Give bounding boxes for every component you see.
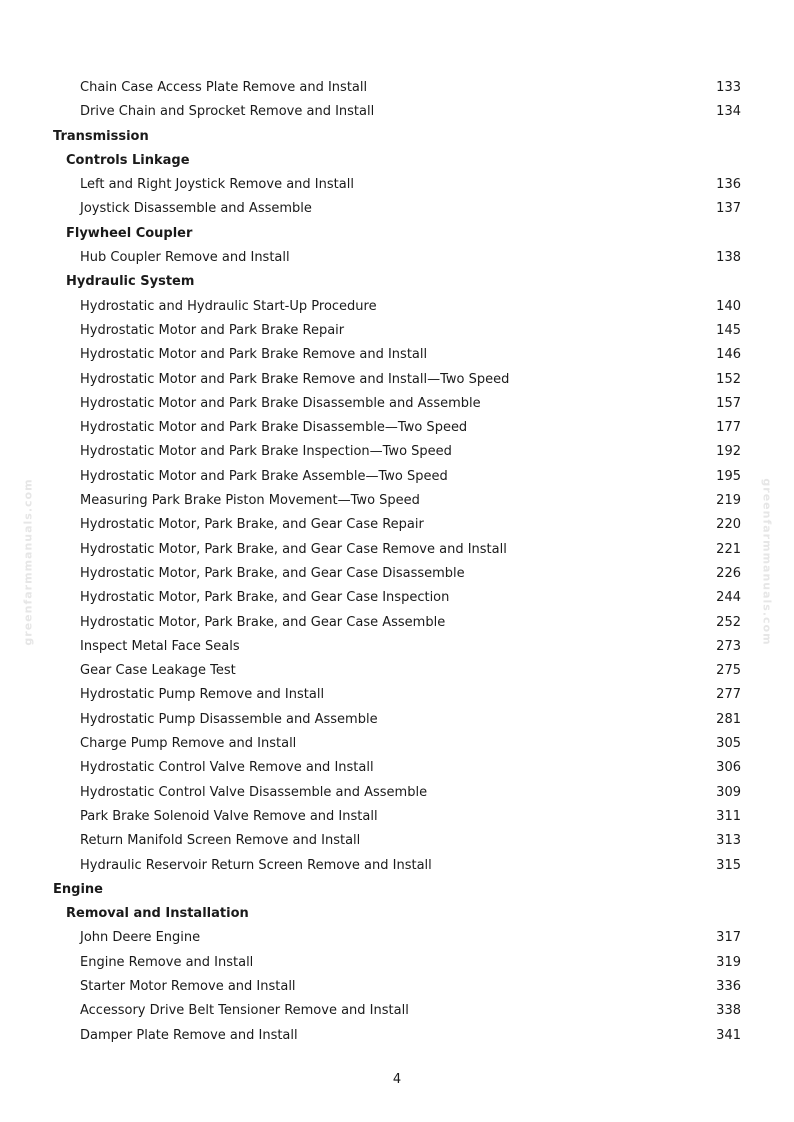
toc-entry[interactable] <box>0 1024 794 1048</box>
toc-entry-page: 311 <box>716 808 741 824</box>
toc-subsection-heading <box>0 222 794 246</box>
toc-entry-page: 146 <box>716 347 741 363</box>
page-number: 4 <box>392 1072 402 1087</box>
toc-entry-page: 152 <box>716 371 741 387</box>
toc-entry-page: 275 <box>716 663 741 679</box>
toc-entry-title: Hydrostatic Motor, Park Brake, and Gear Case Remove and Install <box>80 541 507 557</box>
toc-entry-page: 341 <box>716 1027 741 1043</box>
toc-entry-title: Hydrostatic Motor and Park Brake Assemble—Two Speed <box>80 468 448 484</box>
table-of-contents <box>0 76 794 1048</box>
toc-entry-page: 134 <box>716 104 741 120</box>
toc-entry-page: 281 <box>716 711 741 727</box>
toc-entry[interactable] <box>0 368 794 392</box>
toc-entry[interactable] <box>0 586 794 610</box>
toc-entry-title: Chain Case Access Plate Remove and Install <box>80 80 368 95</box>
toc-entry-title: Joystick Disassemble and Assemble <box>80 201 312 217</box>
toc-entry-page: 177 <box>716 420 741 436</box>
toc-entry-title: Controls Linkage <box>66 152 190 168</box>
toc-entry[interactable] <box>0 465 794 489</box>
toc-entry[interactable] <box>0 416 794 440</box>
toc-entry-title: Hydraulic System <box>66 274 195 290</box>
toc-entry-title: Measuring Park Brake Piston Movement—Two Speed <box>80 493 420 509</box>
toc-entry-title: Removal and Installation <box>66 906 249 922</box>
toc-entry-title: Engine <box>53 881 103 897</box>
toc-entry[interactable] <box>0 392 794 416</box>
toc-entry-page: 219 <box>716 493 741 509</box>
toc-section-heading <box>0 878 794 902</box>
toc-entry[interactable] <box>0 76 794 100</box>
watermark-right: greenfarmmanuals.com <box>760 478 774 646</box>
toc-entry-page: 138 <box>716 250 741 266</box>
toc-entry-page: 306 <box>716 760 741 776</box>
toc-entry-page: 313 <box>716 833 741 849</box>
toc-entry-title: Hydraulic Reservoir Return Screen Remove and Install <box>80 857 432 873</box>
toc-entry-title: Drive Chain and Sprocket Remove and Install <box>80 104 375 120</box>
toc-entry[interactable] <box>0 100 794 124</box>
toc-entry-page: 336 <box>716 978 741 994</box>
toc-entry[interactable] <box>0 611 794 635</box>
toc-subsection-heading <box>0 902 794 926</box>
toc-entry[interactable] <box>0 197 794 221</box>
toc-entry-title: Gear Case Leakage Test <box>80 663 236 679</box>
toc-entry-title: Starter Motor Remove and Install <box>80 978 296 994</box>
toc-entry-title: Hydrostatic Control Valve Disassemble and Assemble <box>80 784 428 800</box>
toc-entry[interactable] <box>0 926 794 950</box>
toc-subsection-heading <box>0 149 794 173</box>
toc-entry-title: Hydrostatic Motor and Park Brake Remove and Install <box>80 347 428 363</box>
toc-entry[interactable] <box>0 829 794 853</box>
toc-entry-title: Flywheel Coupler <box>66 225 193 241</box>
toc-entry[interactable] <box>0 173 794 197</box>
toc-entry-page: 157 <box>716 395 741 411</box>
toc-entry[interactable] <box>0 489 794 513</box>
toc-entry-page: 309 <box>716 784 741 800</box>
toc-entry-title: Hydrostatic Motor and Park Brake Disassemble—Two Speed <box>80 420 468 436</box>
toc-entry[interactable] <box>0 440 794 464</box>
toc-entry-page: 137 <box>716 201 741 217</box>
toc-entry-page: 338 <box>716 1003 741 1019</box>
toc-entry[interactable] <box>0 999 794 1023</box>
toc-entry-page: 226 <box>716 565 741 581</box>
toc-entry[interactable] <box>0 659 794 683</box>
toc-entry-title: Return Manifold Screen Remove and Install <box>80 833 361 849</box>
toc-subsection-heading <box>0 270 794 294</box>
toc-entry-title: Accessory Drive Belt Tensioner Remove and Install <box>80 1003 409 1019</box>
toc-entry[interactable] <box>0 319 794 343</box>
toc-entry[interactable] <box>0 343 794 367</box>
toc-entry[interactable] <box>0 732 794 756</box>
toc-entry-page: 277 <box>716 687 741 703</box>
toc-entry-page: 140 <box>716 298 741 314</box>
toc-entry-page: 315 <box>716 857 741 873</box>
toc-entry-title: Hydrostatic Motor, Park Brake, and Gear Case Inspection <box>80 590 450 606</box>
toc-entry-title: Left and Right Joystick Remove and Install <box>80 177 354 193</box>
toc-entry-page: 192 <box>716 444 741 460</box>
toc-entry-page: 221 <box>716 541 741 557</box>
toc-entry-page: 145 <box>716 322 741 338</box>
toc-entry[interactable] <box>0 951 794 975</box>
toc-entry-page: 220 <box>716 517 741 533</box>
toc-entry-title: Engine Remove and Install <box>80 954 254 970</box>
toc-entry[interactable] <box>0 683 794 707</box>
toc-entry-title: Park Brake Solenoid Valve Remove and Install <box>80 808 378 824</box>
toc-entry-title: Hydrostatic Pump Remove and Install <box>80 687 325 703</box>
toc-entry-title: Transmission <box>53 128 149 144</box>
toc-entry[interactable] <box>0 562 794 586</box>
toc-entry[interactable] <box>0 975 794 999</box>
toc-entry-title: Hydrostatic Pump Disassemble and Assemble <box>80 711 378 727</box>
toc-section-heading <box>0 125 794 149</box>
toc-entry-page: 195 <box>716 468 741 484</box>
toc-entry[interactable] <box>0 756 794 780</box>
toc-entry-page: 133 <box>716 80 741 95</box>
toc-entry-title: Hydrostatic Motor and Park Brake Disassemble and Assemble <box>80 395 481 411</box>
toc-entry[interactable] <box>0 295 794 319</box>
toc-entry-title: Hydrostatic Motor and Park Brake Remove and Install—Two Speed <box>80 371 510 387</box>
toc-entry[interactable] <box>0 246 794 270</box>
toc-entry-title: Damper Plate Remove and Install <box>80 1027 298 1043</box>
toc-entry-page: 136 <box>716 177 741 193</box>
toc-entry-title: Charge Pump Remove and Install <box>80 736 297 752</box>
toc-entry-title: Hub Coupler Remove and Install <box>80 250 290 266</box>
toc-entry[interactable] <box>0 635 794 659</box>
toc-entry[interactable] <box>0 781 794 805</box>
toc-entry-page: 244 <box>716 590 741 606</box>
toc-entry-page: 319 <box>716 954 741 970</box>
toc-entry-title: John Deere Engine <box>80 930 201 946</box>
toc-entry-title: Hydrostatic Motor and Park Brake Repair <box>80 322 345 338</box>
toc-entry[interactable] <box>0 708 794 732</box>
toc-entry-page: 305 <box>716 736 741 752</box>
toc-entry-title: Hydrostatic Motor, Park Brake, and Gear Case Assemble <box>80 614 446 630</box>
toc-entry[interactable] <box>0 538 794 562</box>
toc-entry[interactable] <box>0 854 794 878</box>
toc-entry-title: Hydrostatic Motor, Park Brake, and Gear Case Disassemble <box>80 565 465 581</box>
toc-entry-title: Hydrostatic Motor and Park Brake Inspection—Two Speed <box>80 444 452 460</box>
toc-entry-title: Hydrostatic Control Valve Remove and Install <box>80 760 374 776</box>
toc-entry-page: 273 <box>716 638 741 654</box>
toc-entry-page: 252 <box>716 614 741 630</box>
watermark-left: greenfarmmanuals.com <box>21 478 35 646</box>
toc-entry-title: Hydrostatic and Hydraulic Start-Up Procedure <box>80 298 377 314</box>
toc-entry[interactable] <box>0 805 794 829</box>
toc-entry-title: Hydrostatic Motor, Park Brake, and Gear Case Repair <box>80 517 424 533</box>
toc-entry-title: Inspect Metal Face Seals <box>80 638 240 654</box>
toc-entry[interactable] <box>0 513 794 537</box>
toc-entry-page: 317 <box>716 930 741 946</box>
